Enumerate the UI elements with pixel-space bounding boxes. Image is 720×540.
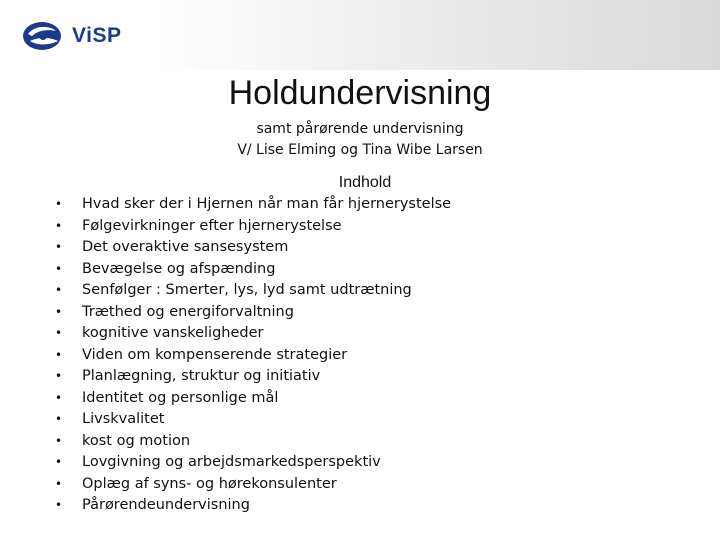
bullet-icon: • [55,498,63,512]
bullet-icon: • [55,261,63,276]
list-item-text: Livskvalitet [82,411,165,427]
bullet-icon: • [55,433,63,448]
bullet-icon: • [55,304,63,319]
list-item [0,280,720,302]
list-item-text: Planlægning, struktur og initiativ [82,368,321,384]
contents-heading: Indhold [338,174,392,191]
list-item-text: Træthed og energiforvaltning [82,303,294,320]
list-item-text: Oplæg af syns- og hørekonsulenter [82,475,337,492]
list-item-text: Viden om kompenserende strategier [82,346,348,363]
list-item [0,345,720,367]
contents-list [0,194,720,517]
list-item-text: kognitive vanskeligheder [82,325,264,341]
visp-logo [22,18,121,54]
logo-text: ViSP [72,24,122,47]
logo-mark-icon [22,19,66,53]
list-item-text: Lovgivning og arbejdsmarkedsperspektiv [82,454,381,470]
bullet-icon: • [55,197,63,211]
bullet-icon: • [55,240,63,254]
list-item [0,431,720,453]
list-item-text: Identitet og personlige mål [82,389,279,406]
bullet-icon: • [55,283,63,297]
bullet-icon: • [55,390,63,405]
list-item [0,495,720,517]
list-item-text: Pårørendeundervisning [82,497,250,513]
list-item [0,216,720,238]
bullet-icon: • [55,412,63,426]
list-item [0,409,720,431]
slide-subtitle-line2: V/ Lise Elming og Tina Wibe Larsen [237,142,483,158]
bullet-icon: • [55,218,63,233]
list-item [0,323,720,345]
list-item [0,474,720,496]
bullet-icon: • [55,476,63,491]
list-item-text: Følgevirkninger efter hjernerystelse [82,217,342,234]
bullet-icon: • [55,347,63,362]
list-item-text: Senfølger : Smerter, lys, lyd samt udtrætning [82,282,412,298]
list-item [0,452,720,474]
list-item [0,302,720,324]
bullet-icon: • [55,369,63,383]
slide-subtitle-line1: samt pårørende undervisning [256,121,464,137]
list-item-text: Hvad sker der i Hjernen når man får hjernerystelse [82,196,452,212]
list-item [0,237,720,259]
list-item-text: Det overaktive sansesystem [82,239,289,255]
bullet-icon: • [55,326,63,340]
slide-title-text: Holdundervisning [228,74,492,112]
list-item [0,194,720,216]
slide-title [0,74,720,113]
list-item [0,259,720,281]
list-item [0,388,720,410]
list-item [0,366,720,388]
list-item-text: Bevægelse og afspænding [82,260,276,277]
list-item-text: kost og motion [82,432,191,449]
bullet-icon: • [55,455,63,469]
